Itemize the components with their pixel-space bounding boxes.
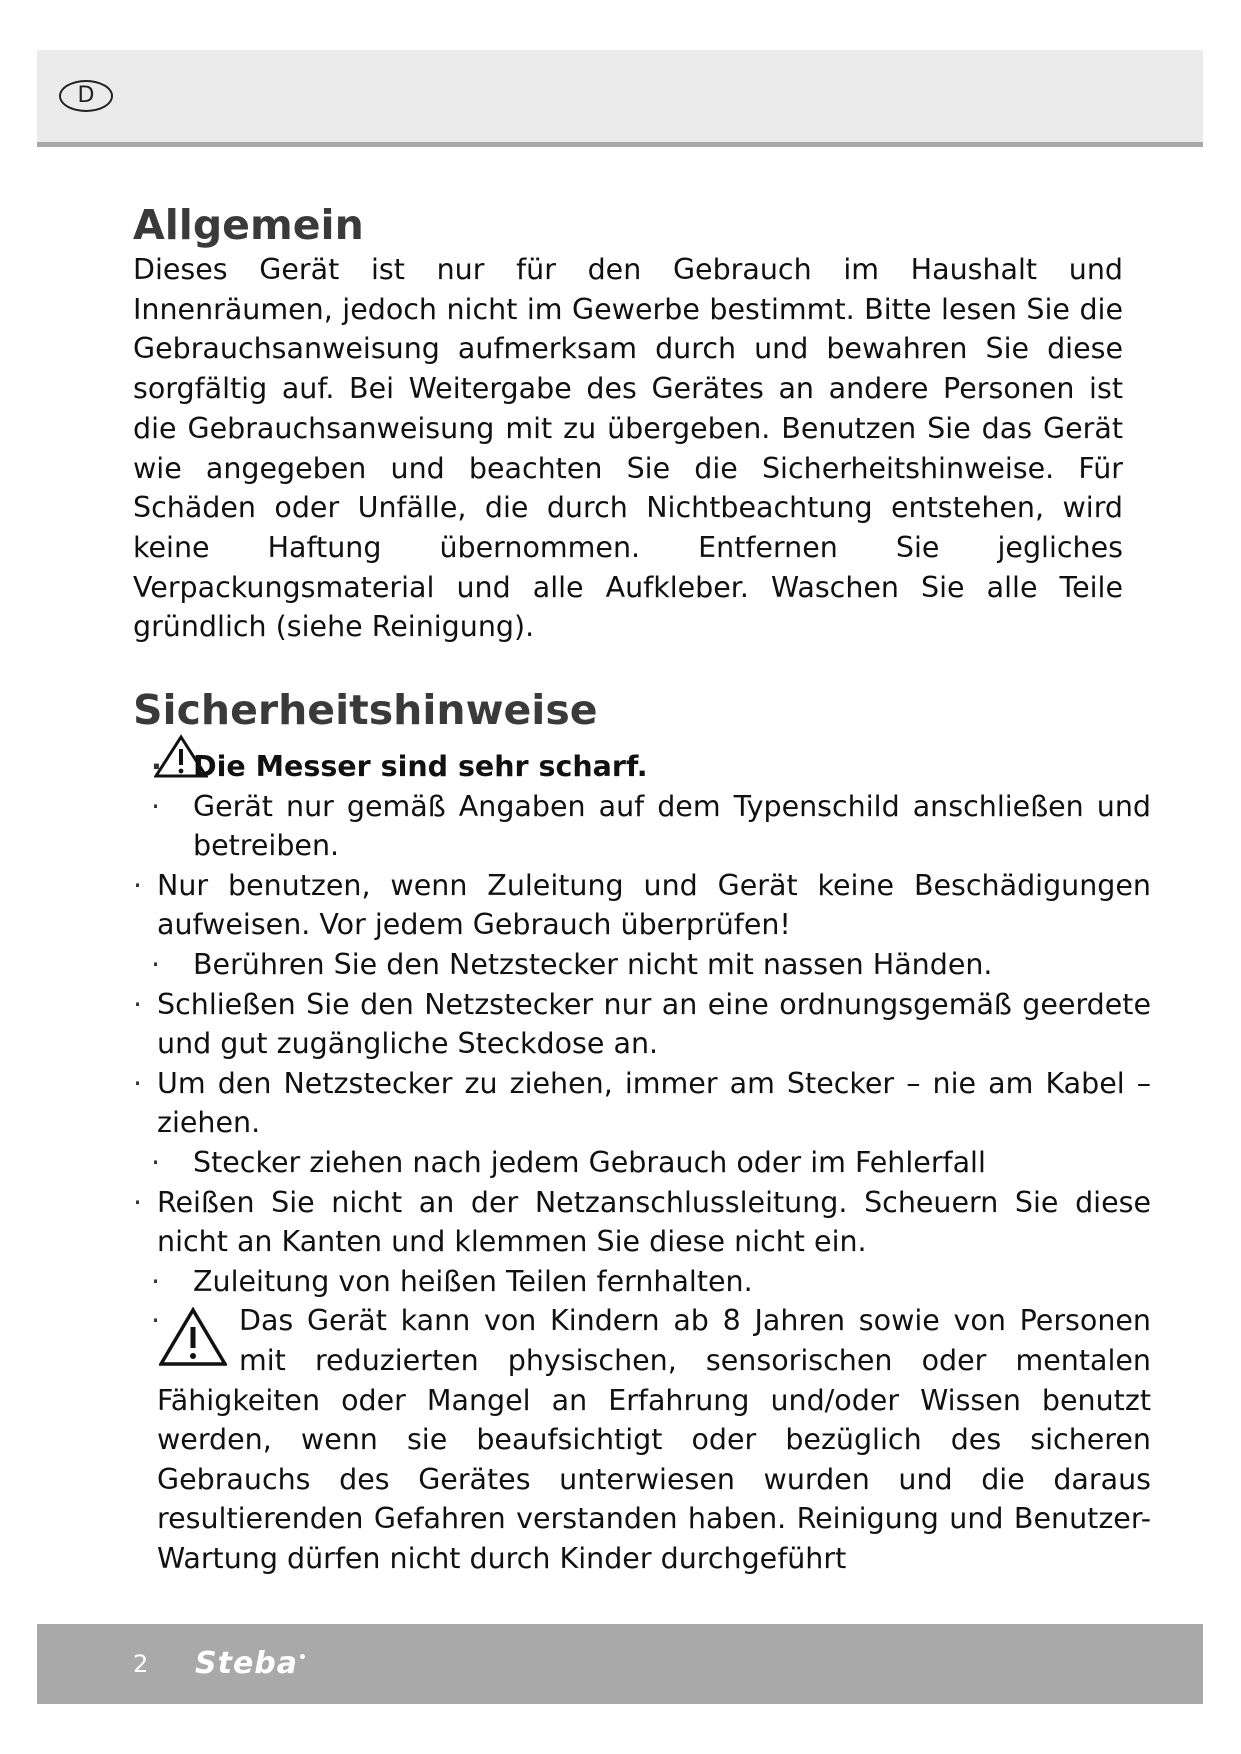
safety-list <box>133 747 1151 1578</box>
bullet: · <box>151 1145 161 1179</box>
item-text: Schließen Sie den Netzstecker nur an eine ordnungsgemäß geerdete und gut zugängliche Steckdose an. <box>157 987 1151 1061</box>
bullet: · <box>151 789 161 823</box>
bullet: · <box>133 868 143 902</box>
registered-mark-icon: • <box>298 1650 308 1666</box>
footer-bar <box>37 1624 1203 1704</box>
page-number: 2 <box>133 1650 149 1678</box>
list-item <box>133 1262 1151 1302</box>
list-item <box>133 866 1151 945</box>
item-text: Die Messer sind sehr scharf. <box>193 750 648 784</box>
item-text: Gerät nur gemäß Angaben auf dem Typenschild anschließen und betreiben. <box>193 789 1151 863</box>
section-title-safety: Sicherheitshinweise <box>133 686 598 735</box>
list-item <box>133 787 1151 866</box>
page-content <box>133 200 1151 1579</box>
general-paragraph: Dieses Gerät ist nur für den Gebrauch im Haushalt und Innenräumen, jedoch nicht im Gewerbe bestimmt. Bitte lesen Sie die Gebrauchsanweisung aufmerksam durch und bewahren Sie diese sorgfältig auf. Bei Weitergabe des Gerätes an andere Personen ist die Gebrauchsanweisung mit zu übergeben. Benutzen Sie das Gerät wie angegeben und beachten Sie die Sicherheitshinweise. Für Schäden oder Unfälle, die durch Nichtbeachtung entstehen, wird keine Haftung übernommen. Entfernen Sie jegliches Verpackungsmaterial und alle Aufkleber. Waschen Sie alle Teile gründlich (siehe Reinigung). <box>133 253 1123 644</box>
list-item <box>133 1183 1151 1262</box>
item-text: Reißen Sie nicht an der Netzanschlussleitung. Scheuern Sie diese nicht an Kanten und klemmen Sie diese nicht ein. <box>157 1185 1151 1259</box>
bullet: · <box>151 750 162 784</box>
item-text: Stecker ziehen nach jedem Gebrauch oder im Fehlerfall <box>193 1145 986 1179</box>
brand-name: Steba <box>195 1646 299 1681</box>
item-text: Zuleitung von heißen Teilen fernhalten. <box>193 1264 753 1298</box>
bullet: · <box>133 987 143 1021</box>
bullet: · <box>151 948 161 981</box>
list-item <box>133 1143 1151 1183</box>
bullet: · <box>151 1264 161 1298</box>
item-text: Berühren Sie den Netzstecker nicht mit nassen Händen. <box>193 948 993 981</box>
list-item <box>133 985 1151 1064</box>
list-item <box>133 1301 1151 1578</box>
bullet: · <box>133 1185 143 1219</box>
language-badge: D <box>59 80 113 112</box>
item-text: Um den Netzstecker zu ziehen, immer am Stecker – nie am Kabel – ziehen. <box>157 1066 1151 1140</box>
list-item <box>133 747 1151 787</box>
item-text: Nur benutzen, wenn Zuleitung und Gerät keine Beschädigungen aufweisen. Vor jedem Gebrauch überprüfen! <box>157 868 1151 942</box>
brand-logo <box>195 1646 308 1681</box>
header-bar <box>37 50 1203 147</box>
warning-triangle-icon <box>154 734 208 778</box>
bullet: · <box>133 1066 143 1100</box>
list-item <box>133 945 1151 985</box>
list-item <box>133 1064 1151 1143</box>
section-title-general: Allgemein <box>133 201 364 249</box>
bullet: · <box>151 1304 161 1338</box>
item-text: Das Gerät kann von Kindern ab 8 Jahren sowie von Personen mit reduzierten physischen, sensorischen oder mentalen Fähigkeiten oder Mangel an Erfahrung und/oder Wissen benutzt werden, wenn sie beaufsichtigt oder bezüglich des sicheren Gebrauchs des Gerätes unterwiesen wurden und die daraus resultierenden Gefahren verstanden haben. Reinigung und Benutzer-Wartung dürfen nicht durch Kinder durchgeführt <box>157 1304 1151 1575</box>
